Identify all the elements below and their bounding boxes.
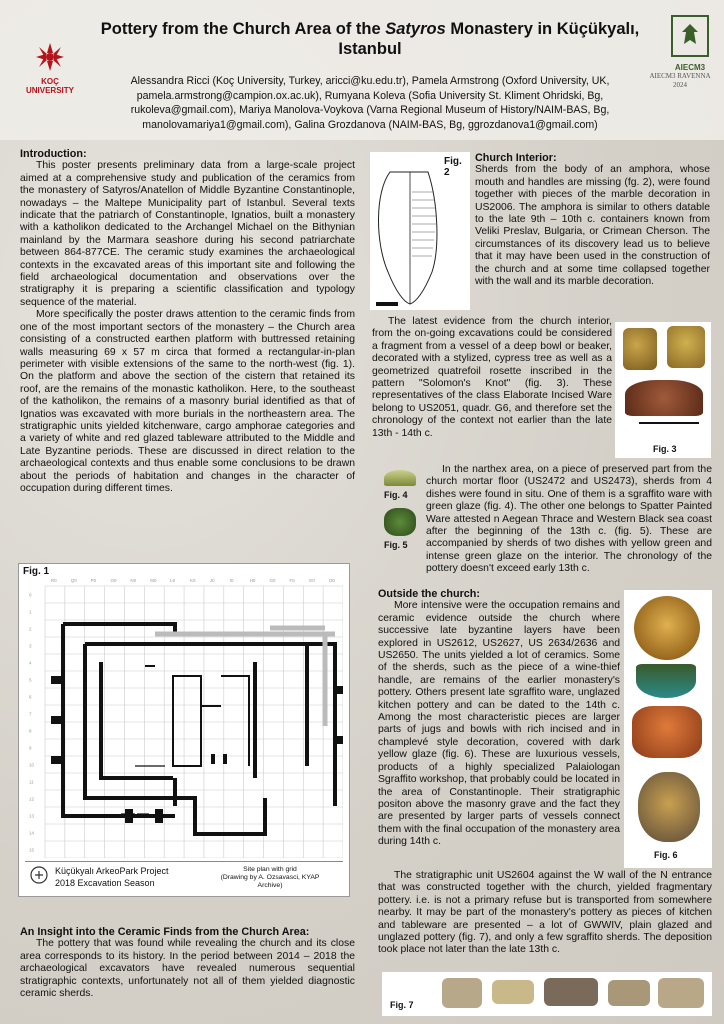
insight-section	[20, 926, 355, 1000]
church-interior-heading: Church Interior:	[475, 152, 557, 164]
fig1-season: 2018 Excavation Season	[55, 878, 155, 888]
grid-row-label: 7	[29, 711, 32, 717]
university-logo-text: UNIVERSITY	[25, 86, 74, 95]
fig3-profile-drawing	[639, 422, 699, 432]
grid-col-label: L0	[170, 578, 176, 583]
church-interior-section	[475, 152, 710, 288]
fig6-vessel-profile-photo	[636, 664, 696, 698]
grid-col-label: J0	[209, 578, 215, 583]
fig1-project-name: Küçükyalı ArkeoPark Project	[55, 866, 169, 876]
fig7-pottery-strip	[382, 972, 712, 1016]
church-paragraph-2: The latest evidence from the church interior, from the on-going excavations could be considered a fragment from a vessel of a deep bowl or beaker, decorated with a stylized, cypress tree as well as a geometrized quatrefoil rosette inscribed in the pattern "Solomon's Knot" (fig. 3). These representatives of the class Elaborate Incised Ware belong to US2051, quadr. G6, and therefore set the chronology of the context not earlier than the late 13th - 14th c.	[372, 316, 612, 439]
grid-row-label: 1	[29, 609, 32, 615]
fig6-jug-photo	[638, 772, 700, 842]
fig6-vessels	[624, 590, 712, 868]
grid-col-label: P0	[90, 578, 97, 583]
introduction-heading: Introduction:	[20, 148, 87, 160]
grid-col-label: G0	[269, 578, 276, 583]
grid-col-label: F0	[289, 578, 295, 583]
fig4-fig5-column	[378, 468, 422, 554]
church-evidence-section	[372, 316, 612, 440]
fig7-sherd-5	[658, 978, 704, 1008]
fig1-site-plan	[18, 563, 350, 897]
grid-col-label: R0	[50, 578, 57, 583]
poster-header	[0, 0, 724, 140]
fig1-credit: Site plan with grid (Drawing by A. Ozsavasci, KYAP Archive)	[220, 866, 320, 889]
insight-heading: An Insight into the Ceramic Finds from the Church Area:	[20, 926, 310, 938]
fig1-label: Fig. 1	[23, 566, 50, 577]
fig2-label: Fig. 2	[444, 156, 462, 178]
fig3-sherds	[615, 322, 711, 458]
fig2-amphora-drawing	[370, 152, 470, 310]
fig7-label: Fig. 7	[390, 1000, 414, 1010]
grid-row-label: 9	[29, 745, 32, 751]
koc-logo-text: KOÇ	[41, 77, 59, 86]
eagle-emblem-icon	[670, 14, 710, 58]
grid-col-label: K0	[190, 578, 196, 583]
grid-row-label: 15	[29, 847, 35, 853]
grid-row-label: 4	[29, 660, 32, 666]
narthex-section	[426, 464, 712, 576]
introduction-section	[20, 148, 355, 495]
grid-row-label: 2	[29, 626, 32, 632]
aiecm-logo-text: AIECM3	[674, 63, 706, 72]
grid-row-label: 0	[29, 592, 32, 598]
authors: Alessandra Ricci (Koç University, Turkey, aricci@ku.edu.tr), Pamela Armstrong (Oxford University, UK, pamela.armstrong@campion.ox.ac.uk), Rumyana Koleva (Sofia University St. Kliment Ohridski, Bg, rukoleva@gmail.com), Mariya Manolova-Voykova (Varna Regional Museum of History/NAIM-BAS, Bg, manolovamariya1@gmail.com), Galina Grozdanova (NAIM-BAS, Bg, ggrozdanova1@gmail.com)	[130, 75, 610, 131]
grid-row-label: 3	[29, 643, 32, 649]
introduction-paragraph-2: More specifically the poster draws attention to the ceramic finds from one of the most important sectors of the monastery – the Church area consisting of a constructed earthen platform with buttressed retaining walls measuring 69 x 57 m circa that formed a rectangular-in-plan perimeter with visible extensions of the same to the north-west (fig. 1). On the platform and above the section of the cistern that retained its roof, are the remains of the monastic katholikon. Here, to the southeast of the katholikon, the remains of a masonry burial identified as that of Ignatios was excavated with more burials in the northeastern area. The stratigraphic units yielded kitchenware, cargo amphorae categories and a variety of white and red glazed tableware attributed to the Middle and Late Byzantine periods. These are discussed in direct relation to the archaeological contexts and thus enable some conclusions to be drawn about the periods of habitation and changes in the character of occupation during different times.	[20, 309, 355, 494]
fig5-photo	[384, 508, 416, 536]
fig7-sherd-3	[544, 978, 598, 1006]
grid-row-label: 8	[29, 728, 32, 734]
koc-emblem-icon	[32, 42, 68, 72]
fig7-sherd-1	[442, 978, 482, 1008]
aiecm-logo	[668, 14, 712, 72]
outside-church-section	[378, 588, 620, 849]
site-plan-drawing	[25, 566, 343, 858]
grid-row-label: 11	[29, 779, 34, 785]
ravenna-logo: AIECM3 RAVENNA 2024	[649, 72, 711, 89]
fig4-photo	[384, 470, 416, 486]
church-paragraph-3: In the narthex area, on a piece of preserved part from the church mortar floor (US2472 and US2473), sherds from 4 dishes were found in situ. One of them is a sgraffito ware with green glaze (fig. 4). The other one belongs to Spatter Painted Ware attested n Aegean Thrace and Western Black sea coast after the beginning of the 13th c. (fig. 5). These are accompanied by sherds of two dishes with yellow green and intense green glaze on the interior. The chronology of the pottery doesn't exceed early 13th c.	[426, 464, 712, 575]
fig7-sherd-4	[608, 980, 650, 1006]
kyap-logo-icon	[29, 865, 49, 887]
fig3-sherd-photo-3	[625, 380, 703, 416]
grid-col-label: N0	[130, 578, 137, 583]
grid-row-label: 14	[29, 830, 35, 836]
outside-heading: Outside the church:	[378, 588, 480, 600]
koc-university-logo	[22, 42, 78, 95]
fig6-label: Fig. 6	[654, 850, 678, 860]
fig1-caption	[25, 861, 343, 892]
grid-row-label: 6	[29, 694, 32, 700]
fig5-label: Fig. 5	[384, 540, 408, 550]
grid-row-label: 5	[29, 677, 32, 683]
fig3-label: Fig. 3	[653, 444, 677, 454]
fig7-sherd-2	[492, 980, 534, 1004]
grid-col-label: D0	[329, 578, 335, 583]
introduction-paragraph-1: This poster presents preliminary data from a large-scale project aimed at a comprehensive study and publication of the ceramics from the monastery of Satyros/Anatellon of Middle Byzantine Constantinople, nowadays – the Maltepe Municipality part of Istanbul. Several texts indicate that the patriarch of Constantinople, Ignatios, built a monastery with a katholikon dedicated to the Archangel Michael on the Bithynian mainland by the Marmara seashore during his second patriarchate between 864-877CE. The ceramic study examines the archaeological contexts in the excavated areas of this important site and following the field archaeological documentation and observations over the stratigraphy it is preparing a scientific classification and typology sequence of the material.	[20, 160, 355, 308]
grid-col-label: O0	[110, 578, 117, 583]
grid-row-label: 13	[29, 813, 35, 819]
outside-paragraph-1: More intensive were the occupation remains and ceramic evidence outside the church where successive late byzantine layers have been explored in US2612, US2627, US 2634/2636 and US2650. The units yielded a lot of ceramics. Some of the sherds, such as the piece of a wine-thief handle, are remains of the earlier monastery's pottery. Others present late sgraffito ware, unglazed kitchen pottery and can be dated to the 14th c. Among the most characteristic pieces are larger parts of jugs and bowls with rich incised and in champlevé style decoration, covered with dark yellow glaze (fig. 6). These are luxurious vessels, products of a highly specialized Palaiologan Sgraffito workshop, that probably could be located in the area of Constantinople. Their stratigraphic positon above the masonry grave and the fact they are presented by larger parts of vessels connect them with the final occupation of the monastery area during 14th c.	[378, 600, 620, 848]
grid-col-label: I0	[229, 578, 234, 583]
grid-col-label: Q0	[70, 578, 77, 583]
fig4-label: Fig. 4	[384, 490, 408, 500]
grid-col-label: M0	[150, 578, 157, 583]
us2604-section	[378, 870, 712, 957]
fig3-sherd-photo-2	[667, 326, 705, 368]
grid-col-label: E0	[309, 578, 315, 583]
insight-paragraph: The pottery that was found while revealing the church and its close area corresponds to its history. In the period between 2014 – 2018 the archaeological excavators have revealed numerous sequential stratigraphic contexts, unfortunately not all of them yielded diagnostic ceramic sherds.	[20, 938, 355, 1000]
grid-col-label: H0	[249, 578, 256, 583]
grid-row-label: 10	[29, 762, 35, 768]
grid-row-label: 12	[29, 796, 35, 802]
fig6-bowl-photo	[634, 596, 700, 660]
outside-paragraph-2: The stratigraphic unit US2604 against the W wall of the N entrance that was constructed together with the church, yielded fragmentary pottery. i.e. is not a primary refuse but is transported from somewhere nearby. It may be part of the monastery's pottery as pieces of kitchen and tableware are presented – a lot of GWWIV, plain glazed and unglazed pottery (fig. 7), and only a few sgraffito sherds. The deposition took place not later than the late 13th c.	[378, 870, 712, 956]
fig3-sherd-photo-1	[623, 328, 657, 370]
poster-title: Pottery from the Church Area of the Satyros Monastery in Küçükyalı, Istanbul	[100, 20, 640, 58]
fig6-sherds-photo	[632, 706, 702, 758]
church-paragraph-1: Sherds from the body of an amphora, whose mouth and handles are missing (fg. 2), were found together with pieces of the marble decoration in US2006. The amphora is similar to others datable to the late 9th – 10th c. containers known from Veliki Preslav, Bulgaria, or Crimean Cherson. The circumstances of its discovery lead us to believe that it may have been used in the construction of the church and at some time collapsed together with the wall and its marble decoration.	[475, 164, 710, 288]
